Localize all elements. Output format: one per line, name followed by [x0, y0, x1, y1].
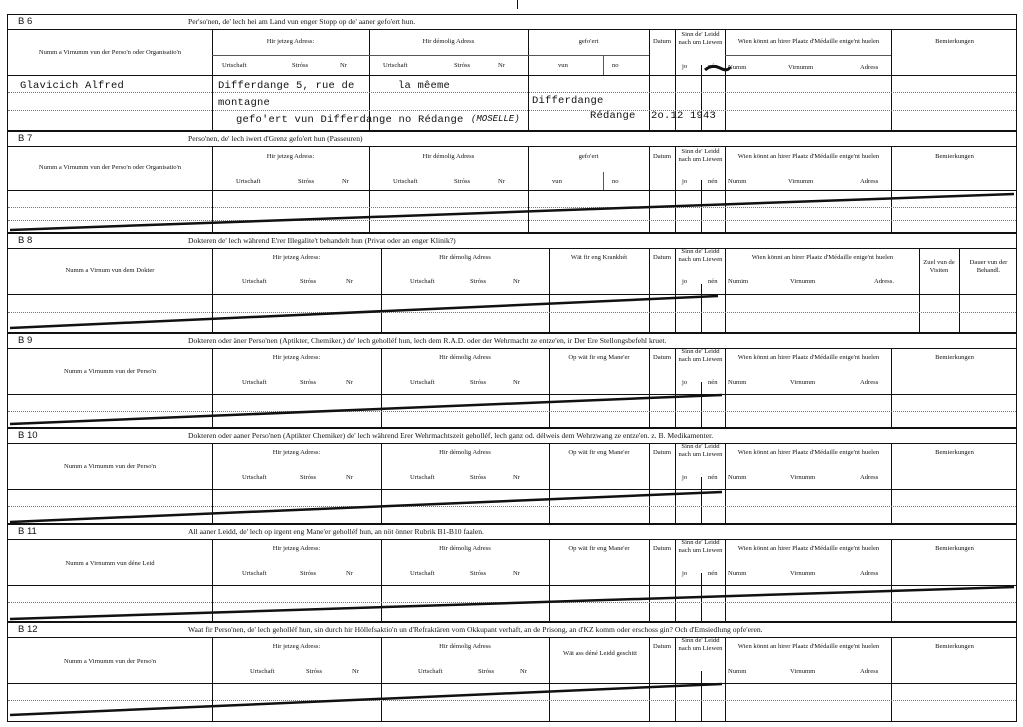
- section-id: B 10: [18, 430, 38, 441]
- name-header: Numm a Virnumm vun der Perso'n: [63, 658, 157, 665]
- stross-label: Stróss: [454, 178, 471, 185]
- medal-header: Wien könnt an hirer Plaatz d'Médaille entge'nt huelen: [737, 545, 880, 552]
- numm-label: Numm: [728, 178, 747, 185]
- section-title: Dokteren oder aaner Perso'nen (Aptikter Chemiker) de' lech während Erer Wehrmachtszeit geholléf, lech ganz od. délweis dem Wehrzwang ze entze'en. z. B. Medikamenter.: [188, 431, 714, 440]
- nr-label: Nr: [352, 668, 359, 675]
- name-header: Numm a Virnumm vun der Perso'n: [63, 368, 157, 375]
- medal-header: Wien könnt an hirer Plaatz d'Médaille entge'nt huelen: [737, 643, 880, 650]
- section-title: Per'so'nen, de' lech hei am Land vun enger Stopp op de' aaner gefo'ert hun.: [188, 17, 416, 26]
- adress-label: Adress.: [874, 278, 894, 285]
- section-title: All aaner Leidd, de' lech op irgent eng Mane'er geholléf hun, an nöt önner Rubrik B1-B10 faalen.: [188, 527, 484, 536]
- jo-label: jo: [682, 278, 688, 285]
- virnumm-label: Virnumm: [790, 570, 816, 577]
- entry-to: Rédange: [590, 110, 636, 122]
- old-address-header: Hir démolig Adress: [439, 354, 491, 361]
- virnumm-label: Virnumm: [788, 64, 814, 71]
- nr-label: Nr: [342, 178, 349, 185]
- old-address-header: Hir démolig Adress: [439, 545, 491, 552]
- numm-label: Numm: [728, 379, 747, 386]
- datum-header: Datum: [653, 545, 671, 552]
- section-b10: [7, 428, 1017, 524]
- stross-label: Stróss: [300, 278, 317, 285]
- adress-label: Adress: [860, 668, 879, 675]
- nr-label: Nr: [340, 62, 347, 69]
- alive-header: Sinn de' Leidd nach um Liewen: [678, 443, 723, 458]
- gefoert-header: gefo'ert: [578, 38, 599, 45]
- medal-header: Wien könnt an hirer Plaatz d'Médaille entge'nt huelen: [751, 254, 894, 261]
- section-header: [8, 234, 1016, 249]
- stross-label: Stróss: [478, 668, 495, 675]
- stross-label: Stróss: [306, 668, 323, 675]
- alive-header: Sinn de' Leidd nach um Liewen: [678, 539, 723, 554]
- section-id: B 6: [18, 16, 33, 27]
- entry-note-handwritten: (MOSELLE): [471, 114, 520, 124]
- alive-header: Sinn de' Leidd nach um Liewen: [678, 348, 723, 363]
- nr-label: Nr: [513, 379, 520, 386]
- nr-label: Nr: [346, 474, 353, 481]
- adress-label: Adress: [860, 379, 879, 386]
- name-header: Numm a Virnumm vun der Perso'n: [63, 463, 157, 470]
- section-b9: [7, 333, 1017, 428]
- urtschaft-label: Urtschaft: [250, 668, 275, 675]
- nr-label: Nr: [346, 379, 353, 386]
- urtschaft-label: Urtschaft: [418, 668, 443, 675]
- datum-header: Datum: [653, 254, 671, 261]
- datum-header: Datum: [653, 354, 671, 361]
- urtschaft-label: Urtschaft: [242, 474, 267, 481]
- entry-address-line1: Differdange 5, rue de: [218, 80, 355, 92]
- entry-note: gefo'ert vun Differdange no Rédange: [236, 114, 464, 126]
- manner-header: Op wät fir eng Mane'er: [568, 545, 630, 552]
- remarks-header: Bemierkungen: [935, 545, 974, 552]
- jo-label: jo: [682, 570, 688, 577]
- manner-header: Op wät fir eng Mane'er: [568, 449, 630, 456]
- old-address-header: Hir démolig Adress: [439, 254, 491, 261]
- remarks-header: Bemierkungen: [935, 354, 974, 361]
- stross-label: Stróss: [300, 570, 317, 577]
- virnumm-label: Virnumm: [790, 278, 816, 285]
- remarks-header: Bemierkungen: [935, 643, 974, 650]
- virnumm-label: Virnumm: [790, 668, 816, 675]
- datum-header: Datum: [653, 38, 671, 45]
- alive-header: Sinn de' Leidd nach um Liewen: [678, 637, 723, 652]
- nr-label: Nr: [513, 474, 520, 481]
- numm-label: Numm: [728, 668, 747, 675]
- section-header: [8, 429, 1016, 444]
- stross-label: Stróss: [470, 570, 487, 577]
- current-address-header: Hir jetzeg Adress:: [272, 254, 321, 261]
- old-address-header: Hir démolig Adress: [422, 38, 475, 45]
- illness-header: Wät fir eng Krankhét: [570, 254, 628, 261]
- adress-label: Adress: [860, 178, 879, 185]
- alive-header: Sinn de' Leidd nach um Liewen: [678, 148, 723, 163]
- stross-label: Stróss: [454, 62, 471, 69]
- top-tick-mark: [517, 0, 518, 9]
- nr-label: Nr: [513, 278, 520, 285]
- name-header: Numm a Virnumm vun déne Leid: [65, 560, 155, 567]
- urtschaft-label: Urtschaft: [410, 474, 435, 481]
- stross-label: Stróss: [470, 474, 487, 481]
- datum-header: Datum: [653, 643, 671, 650]
- jo-label: jo: [682, 63, 688, 70]
- stross-label: Stróss: [470, 379, 487, 386]
- datum-header: Datum: [653, 449, 671, 456]
- urtschaft-label: Urtschaft: [383, 62, 408, 69]
- section-header: [8, 132, 1016, 147]
- old-address-header: Hir démolig Adress: [422, 153, 475, 160]
- nen-label: nén: [708, 379, 718, 386]
- current-address-header: Hir jetzeg Adress:: [272, 354, 321, 361]
- urtschaft-label: Urtschaft: [242, 278, 267, 285]
- old-address-header: Hir démolig Adress: [439, 449, 491, 456]
- entry-address-line2: montagne: [218, 97, 271, 109]
- section-b7: [7, 131, 1017, 233]
- nen-label: nén: [708, 474, 718, 481]
- nr-label: Nr: [520, 668, 527, 675]
- what-happened-header: Wät ass déné Leidd geschitt: [563, 650, 637, 657]
- manner-header: Op wät fir eng Mane'er: [568, 354, 630, 361]
- nen-label: nén: [708, 570, 718, 577]
- name-header: Numm a Virnum vun dem Dokter: [65, 267, 155, 274]
- jo-label: jo: [682, 178, 688, 185]
- medal-header: Wien könnt an hirer Plaatz d'Médaille entge'nt huelen: [737, 354, 880, 361]
- nr-label: Nr: [498, 178, 505, 185]
- urtschaft-label: Urtschaft: [236, 178, 261, 185]
- section-title: Dokteren de' lech während E'rer Illegalite't behandelt hun (Privat oder an enger Klinik?): [188, 236, 456, 245]
- entry-from: Differdange: [532, 95, 604, 107]
- section-title: Dokteren oder äner Perso'nen (Aptikter, Chemiker,) de' lech geholléf hun, lech dem R.A.D. oder der Wehrmacht ze entze'en, ir Der Ere Stellongsbefehl kruet.: [188, 336, 667, 345]
- current-address-header: Hir jetzeg Adress:: [266, 38, 315, 45]
- nen-label: nén: [708, 178, 718, 185]
- current-address-header: Hir jetzeg Adress:: [272, 545, 321, 552]
- numm-label: Numm: [728, 474, 747, 481]
- nen-label: nén: [708, 278, 718, 285]
- section-header: [8, 15, 1016, 30]
- alive-header: Sinn de' Leidd nach um Liewen: [678, 248, 723, 263]
- numm-label: Numm: [728, 570, 747, 577]
- entry-name: Glavicich Alfred: [20, 80, 125, 92]
- current-address-header: Hir jetzeg Adress:: [272, 449, 321, 456]
- stross-label: Stróss: [300, 474, 317, 481]
- no-label: no: [612, 62, 619, 69]
- virnumm-label: Virnumm: [790, 379, 816, 386]
- adress-label: Adress: [860, 64, 879, 71]
- urtschaft-label: Urtschaft: [410, 379, 435, 386]
- visits-header: Zuel vun de Visiten: [923, 259, 955, 274]
- medal-header: Wien könnt an hirer Plaatz d'Médaille entge'nt huelen: [737, 153, 880, 160]
- current-address-header: Hir jetzeg Adress:: [272, 643, 321, 650]
- gefoert-header: gefo'ert: [578, 153, 599, 160]
- virnumm-label: Virnumm: [790, 474, 816, 481]
- nr-label: Nr: [346, 570, 353, 577]
- medal-header: Wien könnt an hirer Plaatz d'Médaille entge'nt huelen: [737, 449, 880, 456]
- entry-date: 2o.12 1943: [651, 110, 717, 122]
- stross-label: Stróss: [300, 379, 317, 386]
- duration-header: Dauer vun der Behandl.: [969, 259, 1008, 274]
- section-b11: [7, 524, 1017, 622]
- vun-label: vun: [558, 62, 568, 69]
- urtschaft-label: Urtschaft: [393, 178, 418, 185]
- vun-label: vun: [552, 178, 562, 185]
- urtschaft-label: Urtschaft: [242, 570, 267, 577]
- section-b8: [7, 233, 1017, 333]
- current-address-header: Hir jetzeg Adress:: [266, 153, 315, 160]
- name-header: Numm a Virnumm vun der Perso'n oder Organisatio'n: [38, 164, 182, 171]
- virnumm-label: Virnumm: [788, 178, 814, 185]
- stross-label: Stróss: [298, 178, 315, 185]
- datum-header: Datum: [653, 153, 671, 160]
- nr-label: Nr: [346, 278, 353, 285]
- adress-label: Adress: [860, 474, 879, 481]
- section-header: [8, 525, 1016, 540]
- entry-old-address: la mêeme: [398, 80, 451, 92]
- numm-label: Numm: [728, 64, 747, 71]
- name-header: Numm a Virnumm vun der Perso'n oder Organisatio'n: [38, 49, 182, 56]
- urtschaft-label: Urtschaft: [410, 278, 435, 285]
- urtschaft-label: Urtschaft: [410, 570, 435, 577]
- urtschaft-label: Urtschaft: [222, 62, 247, 69]
- section-title: Waat fir Perso'nen, de' lech geholléf hun, sin durch hir Höllefsaktio'n un d'Refraktären vom Okkupant verhaft, an de Prisong, an d'KZ komm oder erschoss gin? Och d'Emsiedlung opfe'eren.: [188, 625, 763, 634]
- section-title: Perso'nen, de' lech iwert d'Grenz gefo'ert hun (Passeuren): [188, 134, 363, 143]
- section-b6: [7, 14, 1017, 131]
- jo-label: jo: [682, 474, 688, 481]
- medal-header: Wien könnt an hirer Plaatz d'Médaille entge'nt huelen: [737, 38, 880, 45]
- scribble-mark: [702, 61, 732, 75]
- nr-label: Nr: [498, 62, 505, 69]
- section-header: [8, 334, 1016, 349]
- section-id: B 7: [18, 133, 33, 144]
- stross-label: Stróss: [470, 278, 487, 285]
- numim-label: Numim: [728, 278, 749, 285]
- section-id: B 9: [18, 335, 33, 346]
- old-address-header: Hir démolig Adress: [439, 643, 491, 650]
- nen-label: nén: [708, 63, 718, 70]
- remarks-header: Bemierkungen: [935, 153, 974, 160]
- section-id: B 8: [18, 235, 33, 246]
- nr-label: Nr: [513, 570, 520, 577]
- adress-label: Adress: [860, 570, 879, 577]
- section-id: B 12: [18, 624, 38, 635]
- section-b12: [7, 622, 1017, 722]
- section-header: [8, 623, 1016, 638]
- remarks-header: Bemierkungen: [935, 449, 974, 456]
- no-label: no: [612, 178, 619, 185]
- alive-header: Sinn de' Leidd nach um Liewen: [678, 31, 723, 46]
- jo-label: jo: [682, 379, 688, 386]
- stross-label: Stróss: [292, 62, 309, 69]
- remarks-header: Bemierkungen: [935, 38, 974, 45]
- section-id: B 11: [18, 526, 37, 537]
- urtschaft-label: Urtschaft: [242, 379, 267, 386]
